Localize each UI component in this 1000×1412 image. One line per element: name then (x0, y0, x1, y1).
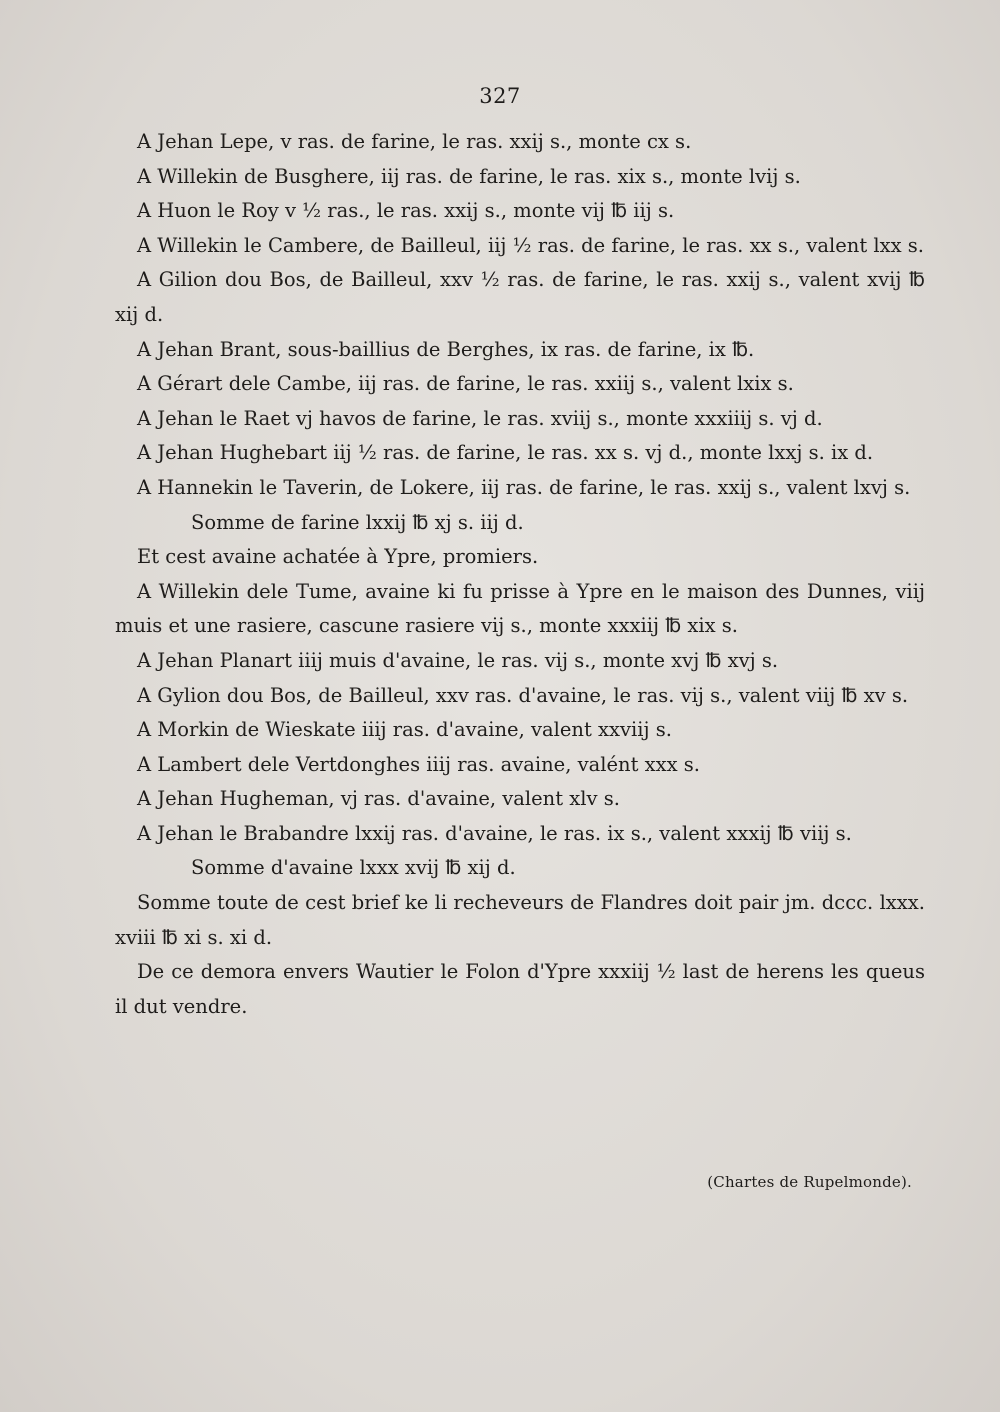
summary-farine: Somme de farine lxxij ℔ xj s. iij d. (191, 510, 524, 534)
entry-9: A Jehan Hughebart iij ½ ras. de farine, le ras. xx s. vj d., monte lxxj s. ix d. (137, 441, 874, 465)
entry-4: A Willekin le Cambere, de Bailleul, iij ½ ras. de farine, le ras. xx s., valent lxx s. (137, 233, 925, 257)
closing-note: De ce demora envers Wautier le Folon d'Ypre xxxiij ½ last de herens les queus il dut vendre. (115, 960, 925, 1018)
section-heading-avaine: Et cest avaine achatée à Ypre, promiers. (137, 545, 539, 569)
entry-16: A Lambert dele Vertdonghes iiij ras. avaine, valént xxx s. (137, 752, 700, 776)
account-text (115, 125, 925, 1024)
entry-3: A Huon le Roy v ½ ras., le ras. xxij s., monte vij ℔ iij s. (137, 199, 675, 223)
entry-17: A Jehan Hugheman, vj ras. d'avaine, valent xlv s. (137, 787, 620, 811)
entry-12: A Willekin dele Tume, avaine ki fu prisse à Ypre en le maison des Dunnes, viij muis et une rasiere, cascune rasiere vij s., monte xxxiij ℔ xix s. (115, 579, 925, 638)
page-number: 327 (479, 84, 521, 108)
entry-10: A Hannekin le Taverin, de Lokere, iij ras. de farine, le ras. xxij s., valent lxvj s. (137, 475, 911, 499)
entry-5: A Gilion dou Bos, de Bailleul, xxv ½ ras. de farine, le ras. xxij s., valent xvij ℔ xij d. (115, 268, 925, 326)
summary-avaine: Somme d'avaine lxxx xvij ℔ xij d. (191, 856, 516, 880)
entry-6: A Jehan Brant, sous-baillius de Berghes, ix ras. de farine, ix ℔. (137, 337, 755, 361)
entry-14: A Gylion dou Bos, de Bailleul, xxv ras. d'avaine, le ras. vij s., valent viij ℔ xv s. (137, 683, 909, 707)
entry-2: A Willekin de Busghere, iij ras. de farine, le ras. xix s., monte lvij s. (137, 164, 801, 188)
entry-7: A Gérart dele Cambe, iij ras. de farine, le ras. xxiij s., valent lxix s. (137, 372, 794, 396)
source-citation: (Chartes de Rupelmonde). (707, 1173, 912, 1191)
entry-8: A Jehan le Raet vj havos de farine, le ras. xviij s., monte xxxiiij s. vj d. (137, 406, 823, 430)
entry-18: A Jehan le Brabandre lxxij ras. d'avaine, le ras. ix s., valent xxxij ℔ viij s. (137, 821, 852, 845)
entry-1: A Jehan Lepe, v ras. de farine, le ras. xxij s., monte cx s. (137, 130, 692, 153)
entry-13: A Jehan Planart iiij muis d'avaine, le ras. vij s., monte xvj ℔ xvj s. (137, 648, 779, 672)
grand-total: Somme toute de cest brief ke li recheveurs de Flandres doit pair jm. dccc. lxxx. xviii ℔ xi s. xi d. (115, 891, 925, 949)
entry-15: A Morkin de Wieskate iiij ras. d'avaine, valent xxviij s. (137, 718, 672, 742)
